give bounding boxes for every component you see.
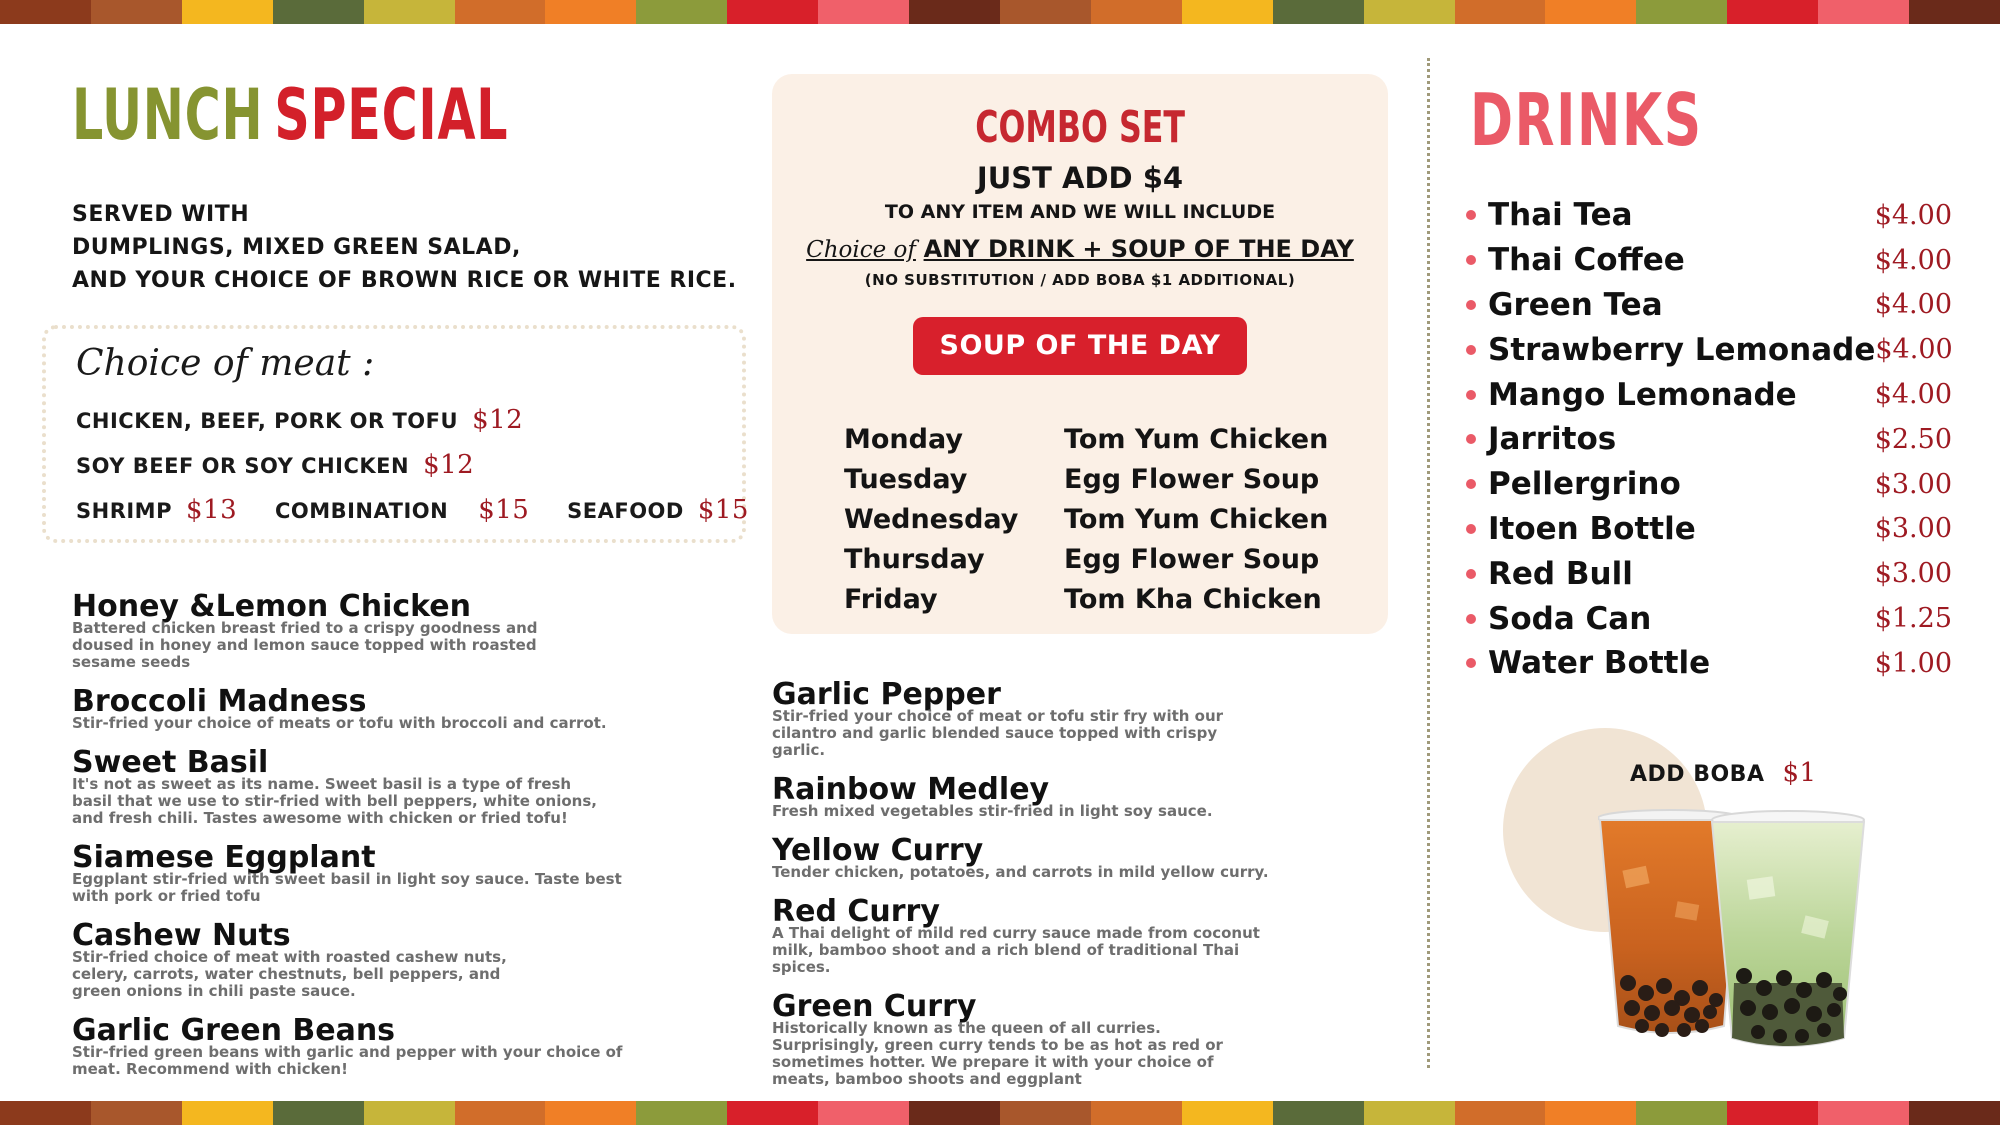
stripe-segment (545, 0, 636, 24)
drink-item (1466, 372, 1952, 417)
drink-item (1466, 238, 1952, 283)
combo-include-text: TO ANY ITEM AND WE WILL INCLUDE (884, 201, 1276, 223)
soup-day: Wednesday (844, 504, 1019, 535)
stripe-segment (636, 0, 727, 24)
stripe-segment (1091, 0, 1182, 24)
stripe-segment (1273, 1101, 1364, 1125)
stripe-segment (1545, 1101, 1636, 1125)
column-divider (1427, 58, 1430, 1068)
drink-price: $4.00 (1874, 289, 1952, 321)
bullet-icon (1466, 345, 1476, 355)
stripe-segment (1818, 1101, 1909, 1125)
dish-item (72, 746, 712, 827)
dish-list-left (72, 590, 712, 1092)
stripe-segment (1273, 0, 1364, 24)
soup-day: Thursday (844, 544, 985, 575)
dish-item (772, 773, 1412, 820)
stripe-segment (455, 0, 546, 24)
stripe-segment (1455, 1101, 1546, 1125)
meat-option-row (76, 405, 523, 435)
stripe-segment (1727, 1101, 1818, 1125)
stripe-segment (818, 0, 909, 24)
soup-row (844, 504, 1364, 544)
drink-price: $4.00 (1874, 199, 1952, 231)
meat-option-label: SEAFOOD (567, 499, 684, 523)
soup-day: Tuesday (844, 464, 968, 495)
dish-item (72, 1014, 712, 1078)
meat-option-price: $12 (472, 405, 524, 435)
combo-title: COMBO SET (975, 102, 1185, 153)
dish-name: Green Curry (772, 989, 977, 1024)
dish-description: Stir-fried your choice of meats or tofu with broccoli and carrot. (72, 714, 607, 732)
drink-price: $1.00 (1874, 647, 1952, 679)
soup-row (844, 464, 1364, 504)
stripe-segment (1182, 1101, 1273, 1125)
dish-description: Battered chicken breast fried to a crispy goodness and doused in honey and lemon sauce topped with roasted sesame seeds (72, 619, 538, 671)
lunch-special-section (72, 74, 752, 297)
bottom-color-stripe (0, 1101, 2000, 1125)
dish-name: Red Curry (772, 894, 940, 929)
soup-row (844, 424, 1364, 464)
drink-name: Green Tea (1488, 286, 1663, 323)
dish-description: Stir-fried green beans with garlic and pepper with your choice of meat. Recommend with chicken! (72, 1043, 623, 1078)
drink-name: Strawberry Lemonade (1488, 331, 1876, 368)
bullet-icon (1466, 390, 1476, 400)
dish-description: Stir-fried your choice of meat or tofu stir fry with our cilantro and garlic blended sauce topped with crispy garlic. (772, 707, 1224, 759)
stripe-segment (182, 0, 273, 24)
dish-item (72, 841, 712, 905)
stripe-segment (1909, 0, 2000, 24)
bullet-icon (1466, 569, 1476, 579)
bullet-icon (1466, 255, 1476, 265)
stripe-segment (273, 1101, 364, 1125)
soup-name: Egg Flower Soup (1064, 544, 1320, 575)
soup-of-the-day-badge: SOUP OF THE DAY (913, 317, 1247, 375)
stripe-segment (1545, 0, 1636, 24)
stripe-segment (727, 1101, 818, 1125)
soup-name: Egg Flower Soup (1064, 464, 1320, 495)
dish-item (72, 590, 712, 671)
drink-name: Thai Tea (1488, 197, 1633, 234)
stripe-segment (909, 0, 1000, 24)
dish-name: Broccoli Madness (72, 684, 367, 719)
meat-option-row (76, 495, 749, 525)
bullet-icon (1466, 300, 1476, 310)
choice-italic: Choice of (806, 237, 916, 263)
drinks-title: DRINKS (1470, 78, 1703, 162)
dish-description: A Thai delight of mild red curry sauce made from coconut milk, bamboo shoot and a rich blend of traditional Thai spices. (772, 924, 1260, 976)
stripe-segment (727, 0, 818, 24)
stripe-segment (1455, 0, 1546, 24)
combo-set-box (772, 74, 1388, 634)
dish-item (772, 678, 1412, 759)
bullet-icon (1466, 210, 1476, 220)
dish-name: Sweet Basil (72, 745, 269, 780)
drink-price: $3.00 (1874, 558, 1952, 590)
drink-name: Red Bull (1488, 555, 1633, 592)
bullet-icon (1466, 658, 1476, 668)
stripe-segment (364, 1101, 455, 1125)
drink-price: $3.00 (1874, 513, 1952, 545)
dish-name: Yellow Curry (772, 833, 984, 868)
drink-price: $4.00 (1874, 379, 1952, 411)
dish-item (772, 990, 1412, 1088)
drink-name: Water Bottle (1488, 645, 1711, 682)
drink-item (1466, 551, 1952, 596)
stripe-segment (1636, 0, 1727, 24)
drink-item (1466, 462, 1952, 507)
drink-item (1466, 417, 1952, 462)
stripe-segment (273, 0, 364, 24)
stripe-segment (1000, 0, 1091, 24)
drink-name: Itoen Bottle (1488, 510, 1696, 547)
meat-option-label: COMBINATION (274, 499, 449, 523)
title-word-lunch: LUNCH (72, 74, 264, 156)
drink-name: Thai Coffee (1488, 242, 1685, 279)
stripe-segment (1091, 1101, 1182, 1125)
bullet-icon (1466, 479, 1476, 489)
soup-row (844, 584, 1364, 624)
drink-price: $1.25 (1874, 603, 1952, 635)
dish-item (772, 834, 1412, 881)
stripe-segment (1909, 1101, 2000, 1125)
dish-description: Eggplant stir-fried with sweet basil in light soy sauce. Taste best with pork or fried tofu (72, 870, 622, 905)
soup-day: Friday (844, 584, 938, 615)
stripe-segment (818, 1101, 909, 1125)
combo-choice-text (772, 235, 1388, 263)
dish-description: Historically known as the queen of all curries. Surprisingly, green curry tends to be as hot as red or sometimes hotter. We prepare it with your choice of meats, bamboo shoots and eggplant (772, 1019, 1223, 1088)
choice-of-meat-box (42, 325, 749, 543)
stripe-segment (636, 1101, 727, 1125)
meat-option-label: SHRIMP (76, 499, 172, 523)
drink-item (1466, 327, 1952, 372)
stripe-segment (1818, 0, 1909, 24)
drink-price: $3.00 (1874, 468, 1952, 500)
drink-item (1466, 641, 1952, 686)
stripe-segment (1182, 0, 1273, 24)
dish-name: Honey &Lemon Chicken (72, 589, 472, 624)
served-line: DUMPLINGS, MIXED GREEN SALAD, (72, 235, 521, 260)
top-color-stripe (0, 0, 2000, 24)
meat-option-label: SOY BEEF OR SOY CHICKEN (76, 454, 410, 478)
meat-option-row (76, 450, 474, 480)
stripe-segment (1364, 0, 1455, 24)
stripe-segment (182, 1101, 273, 1125)
dish-name: Rainbow Medley (772, 772, 1050, 807)
meat-heading: Choice of meat : (76, 343, 375, 384)
meat-option-price: $13 (185, 495, 238, 525)
soup-row (844, 544, 1364, 584)
boba-cups-image (1598, 808, 1868, 1058)
stripe-segment (1636, 1101, 1727, 1125)
dish-description: Tender chicken, potatoes, and carrots in mild yellow curry. (772, 863, 1269, 881)
dish-list-right (772, 678, 1412, 1102)
served-line: AND YOUR CHOICE OF BROWN RICE OR WHITE RICE. (72, 268, 737, 293)
dish-item (72, 685, 712, 732)
drink-price: $4.00 (1874, 244, 1952, 276)
stripe-segment (455, 1101, 546, 1125)
served-line: SERVED WITH (72, 202, 250, 227)
stripe-segment (364, 0, 455, 24)
bullet-icon (1466, 524, 1476, 534)
dish-name: Cashew Nuts (72, 918, 291, 953)
meat-option-price: $12 (423, 450, 475, 480)
stripe-segment (0, 0, 91, 24)
drink-name: Pellergrino (1488, 466, 1681, 503)
drink-name: Mango Lemonade (1488, 376, 1797, 413)
add-boba-text: ADD BOBA (1630, 762, 1765, 787)
drink-name: Soda Can (1488, 600, 1652, 637)
stripe-segment (1727, 0, 1818, 24)
dish-name: Garlic Green Beans (72, 1013, 396, 1048)
soup-name: Tom Yum Chicken (1064, 424, 1329, 455)
soup-day: Monday (844, 424, 963, 455)
add-boba-label (1630, 758, 1817, 788)
stripe-segment (91, 0, 182, 24)
title-word-special: SPECIAL (274, 74, 509, 156)
stripe-segment (1000, 1101, 1091, 1125)
stripe-segment (91, 1101, 182, 1125)
dish-description: Stir-fried choice of meat with roasted cashew nuts, celery, carrots, water chestnuts, bell peppers, and green onions in chili paste sauce. (72, 948, 507, 1000)
drink-item (1466, 193, 1952, 238)
drink-price: $4.00 (1875, 334, 1953, 366)
drink-price: $2.50 (1874, 423, 1952, 455)
choice-bold: ANY DRINK + SOUP OF THE DAY (923, 235, 1354, 263)
add-boba-price: $1 (1782, 758, 1817, 788)
meat-option-label: CHICKEN, BEEF, PORK OR TOFU (76, 409, 459, 433)
meat-option-price: $15 (478, 495, 530, 525)
dish-item (772, 895, 1412, 976)
drinks-list (1466, 193, 1952, 686)
soup-name: Tom Yum Chicken (1064, 504, 1329, 535)
combo-add-price: JUST ADD $4 (976, 161, 1184, 195)
lunch-special-title (72, 74, 602, 156)
soup-name: Tom Kha Chicken (1064, 584, 1322, 615)
bullet-icon (1466, 434, 1476, 444)
dish-item (72, 919, 712, 1000)
dish-name: Siamese Eggplant (72, 840, 376, 875)
drink-item (1466, 283, 1952, 328)
soup-schedule (844, 424, 1364, 624)
served-with-text (72, 198, 752, 297)
meat-option-price: $15 (697, 495, 749, 525)
stripe-segment (909, 1101, 1000, 1125)
bullet-icon (1466, 614, 1476, 624)
stripe-segment (0, 1101, 91, 1125)
stripe-segment (1364, 1101, 1455, 1125)
drink-item (1466, 596, 1952, 641)
combo-note: (NO SUBSTITUTION / ADD BOBA $1 ADDITIONAL) (864, 271, 1296, 289)
drink-name: Jarritos (1488, 421, 1617, 458)
dish-name: Garlic Pepper (772, 677, 1001, 712)
dish-description: It's not as sweet as its name. Sweet basil is a type of fresh basil that we use to stir-fried with bell peppers, white onions, and fresh chili. Tastes awesome with chicken or fried tofu! (72, 775, 597, 827)
dish-description: Fresh mixed vegetables stir-fried in light soy sauce. (772, 802, 1213, 820)
drink-item (1466, 507, 1952, 552)
stripe-segment (545, 1101, 636, 1125)
